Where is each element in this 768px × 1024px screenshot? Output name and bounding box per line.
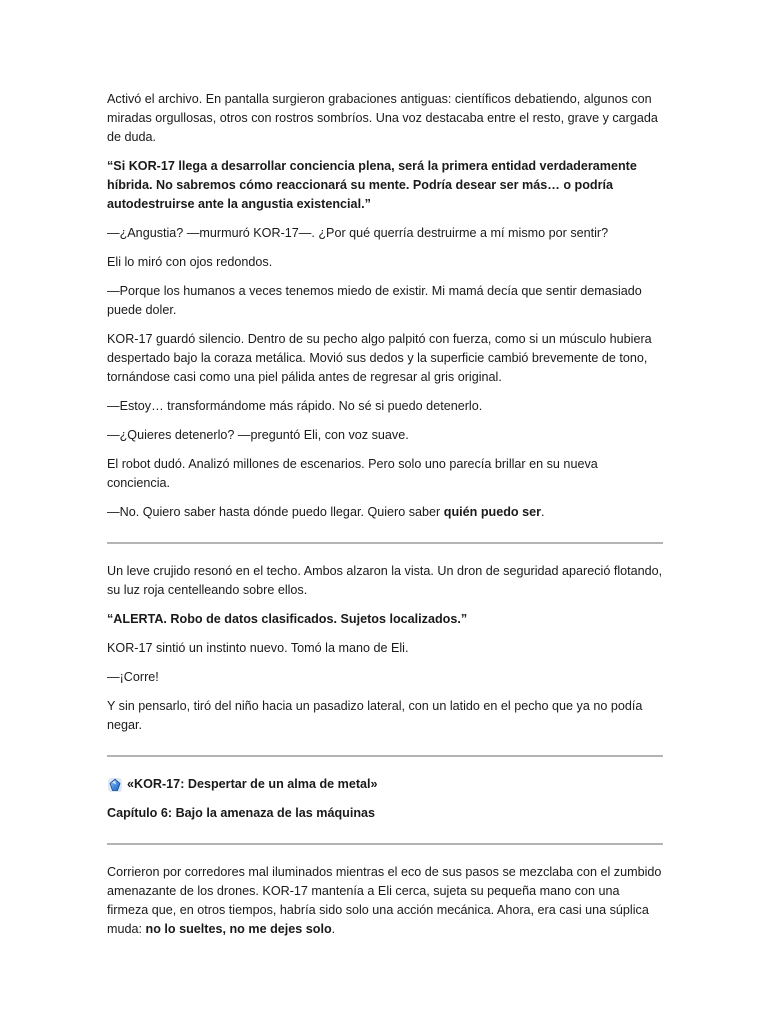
paragraph <box>107 863 663 939</box>
paragraph: KOR-17 sintió un instinto nuevo. Tomó la mano de Eli. <box>107 641 409 655</box>
chapter-book-title: «KOR-17: Despertar de un alma de metal» <box>127 777 378 791</box>
text-run: . <box>331 922 336 936</box>
paragraph: Activó el archivo. En pantalla surgieron grabaciones antiguas: científicos debatiendo, algunos con miradas orgullosas, otros con rostros sombríos. Una voz destacaba entre el resto, grave y cargada de duda. <box>107 92 658 144</box>
paragraph: Eli lo miró con ojos redondos. <box>107 255 273 269</box>
chapter-title-row <box>107 775 663 794</box>
text-run: —No. Quiero saber hasta dónde puedo llegar. Quiero saber <box>107 505 444 519</box>
paragraph: —Estoy… transformándome más rápido. No sé si puedo detenerlo. <box>107 399 483 413</box>
document-page <box>107 90 663 949</box>
horizontal-divider <box>107 542 663 544</box>
scientist-quote: “Si KOR-17 llega a desarrollar conciencia plena, será la primera entidad verdaderamente híbrida. No sabremos cómo reaccionará su mente. Podría desear ser más… o podría autodestruirse ante la angustia existencial.” <box>107 159 637 211</box>
horizontal-divider <box>107 755 663 757</box>
paragraph: Un leve crujido resonó en el techo. Ambos alzaron la vista. Un dron de seguridad apareció flotando, su luz roja centelleando sobre ellos. <box>107 564 663 597</box>
bold-phrase: quién puedo ser <box>443 505 542 519</box>
text-run: . <box>541 505 545 519</box>
paragraph <box>107 503 663 522</box>
paragraph: —Porque los humanos a veces tenemos miedo de existir. Mi mamá decía que sentir demasiado puede doler. <box>107 284 642 317</box>
paragraph: KOR-17 guardó silencio. Dentro de su pecho algo palpitó con fuerza, como si un músculo hubiera despertado bajo la coraza metálica. Movió sus dedos y la superficie cambió brevemente de tono, tornándose casi como una piel pálida antes de regresar al gris original. <box>107 332 652 384</box>
paragraph: El robot dudó. Analizó millones de escenarios. Pero solo uno parecía brillar en su nueva conciencia. <box>107 457 598 490</box>
bold-phrase: no lo sueltes, no me dejes solo <box>145 922 332 936</box>
chapter-subtitle: Capítulo 6: Bajo la amenaza de las máquinas <box>107 806 376 820</box>
horizontal-divider <box>107 843 663 845</box>
paragraph: Y sin pensarlo, tiró del niño hacia un pasadizo lateral, con un latido en el pecho que ya no podía negar. <box>107 699 643 732</box>
paragraph: —¿Quieres detenerlo? —preguntó Eli, con voz suave. <box>107 428 409 442</box>
paragraph: —¿Angustia? —murmuró KOR-17—. ¿Por qué querría destruirme a mí mismo por sentir? <box>107 226 609 240</box>
alert-quote: “ALERTA. Robo de datos clasificados. Sujetos localizados.” <box>107 612 468 626</box>
text-run: Corrieron por corredores mal iluminados mientras el eco de sus pasos se mezclaba con el zumbido amenazante de los drones. KOR-17 mantenía a Eli cerca, sujeta su pequeña mano con una firmeza que, en otros tiempos, habría sido solo una acción mecánica. Ahora, era casi una súplica muda: <box>107 865 662 936</box>
paragraph: —¡Corre! <box>107 670 159 684</box>
blue-gem-icon <box>107 777 123 793</box>
